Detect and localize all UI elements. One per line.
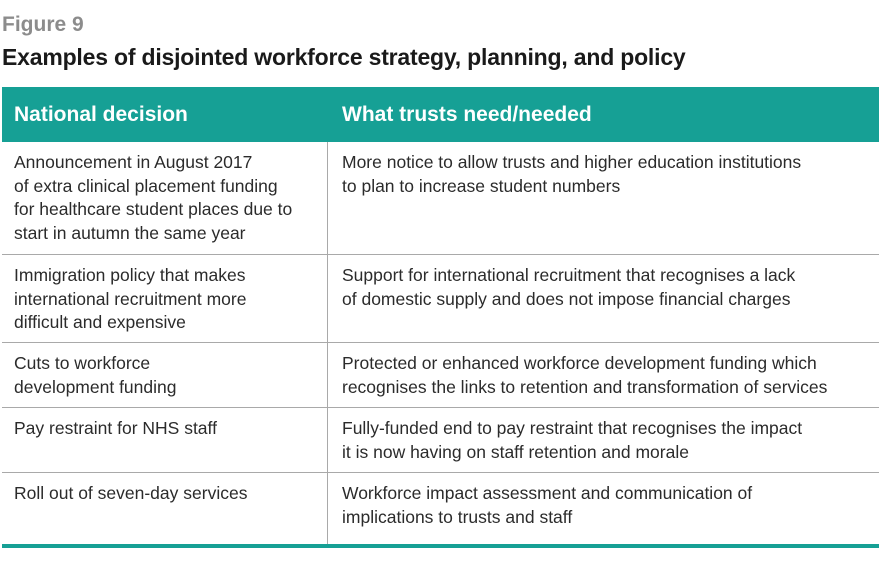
cell-line: of domestic supply and does not impose financial charges [342, 288, 791, 309]
cell-line: development funding [14, 376, 177, 397]
cell-line: it is now having on staff retention and morale [342, 441, 689, 462]
need-cell [328, 408, 879, 472]
table-row [2, 255, 879, 343]
need-cell [328, 473, 879, 544]
decision-cell [2, 142, 328, 254]
figure-title: Examples of disjointed workforce strategy, planning, and policy [2, 44, 686, 70]
table-row [2, 343, 879, 408]
cell-line: Support for international recruitment that recognises a lack [342, 265, 796, 285]
cell-line: international recruitment more [14, 288, 247, 309]
table-row [2, 408, 879, 473]
header-national-decision: National decision [14, 102, 188, 126]
cell-line: Pay restraint for NHS staff [14, 418, 217, 438]
cell-line: Cuts to workforce [14, 353, 151, 373]
decision-cell [2, 343, 328, 407]
need-cell [328, 343, 879, 407]
cell-line: Workforce impact assessment and communication of [342, 483, 753, 503]
cell-line: Protected or enhanced workforce development funding which [342, 353, 817, 373]
decision-cell [2, 255, 328, 342]
cell-line: difficult and expensive [14, 312, 186, 332]
table-header [2, 87, 879, 142]
cell-line: Immigration policy that makes [14, 265, 246, 285]
cell-line: recognises the links to retention and transformation of services [342, 376, 828, 397]
decision-cell [2, 408, 328, 472]
header-what-trusts-need: What trusts need/needed [342, 102, 592, 126]
cell-line: to plan to increase student numbers [342, 175, 621, 196]
cell-line: for healthcare student places due to [14, 199, 293, 219]
cell-line: More notice to allow trusts and higher education institutions [342, 152, 802, 172]
cell-line: start in autumn the same year [14, 222, 246, 243]
decision-cell [2, 473, 328, 544]
need-cell [328, 255, 879, 342]
table-bottom-rule [2, 544, 879, 548]
cell-line: implications to trusts and staff [342, 506, 573, 527]
figure-label: Figure 9 [2, 13, 84, 36]
cell-line: Fully-funded end to pay restraint that recognises the impact [342, 418, 803, 438]
need-cell [328, 142, 879, 254]
workforce-table [2, 87, 879, 548]
cell-line: of extra clinical placement funding [14, 175, 278, 196]
cell-line: Roll out of seven-day services [14, 483, 248, 503]
table-row [2, 473, 879, 544]
cell-line: Announcement in August 2017 [14, 152, 253, 172]
table-row [2, 142, 879, 255]
